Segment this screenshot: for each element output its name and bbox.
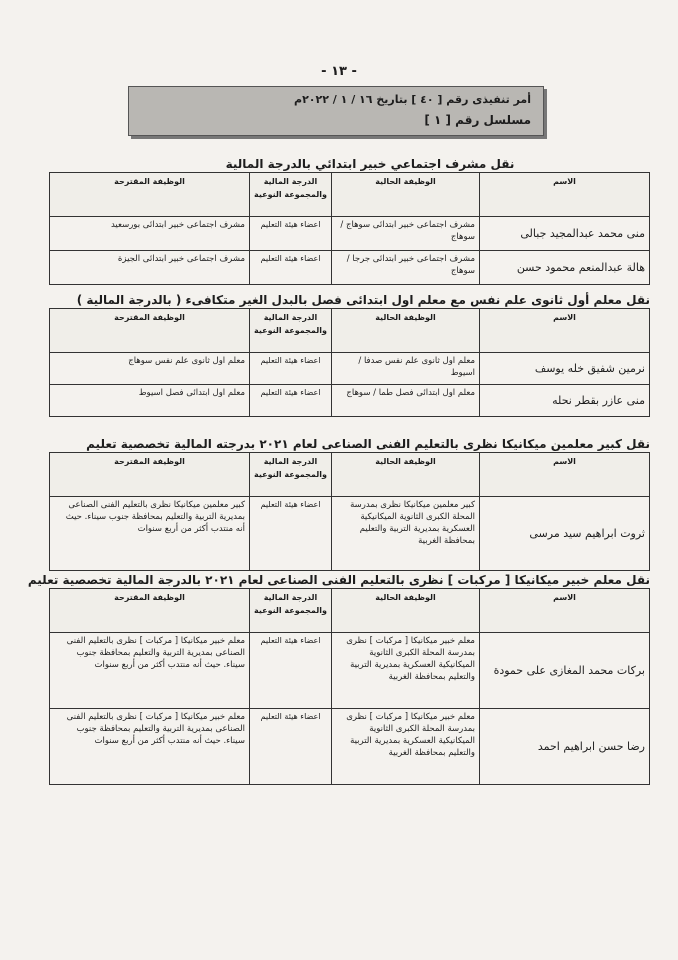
current-job: مشرف اجتماعى خبير ابتدائى سوهاج / سوهاج: [332, 217, 480, 251]
grade: اعضاء هيئة التعليم: [250, 497, 332, 571]
table-header-row: [50, 309, 650, 353]
employee-name: بركات محمد المغازى على حمودة: [480, 633, 650, 709]
proposed-job: معلم خبير ميكانيكا [ مركبات ] نظرى بالتعليم الفنى الصناعى بمديرية التربية والتعليم بمحافظة جنوب سيناء. حيث أنه منتدب أكثر من أربع سنوات: [50, 633, 250, 709]
header-name: الاسم: [480, 589, 650, 633]
header-grade: الدرجة المالية والمجموعة النوعية: [250, 453, 332, 497]
current-job: مشرف اجتماعى خبير ابتدائى جرجا / سوهاج: [332, 251, 480, 285]
header-current-job: الوظيفة الحالية: [332, 589, 480, 633]
header-proposed-job: الوظيفة المقترحة: [50, 589, 250, 633]
proposed-job: مشرف اجتماعى خبير ابتدائى الجيزة: [50, 251, 250, 285]
transfer-table: [49, 452, 650, 571]
current-job: معلم اول ابتدائى فصل طما / سوهاج: [332, 385, 480, 417]
section-title: نقل معلم خبير ميكانيكا [ مركبات ] نظرى بالتعليم الفنى الصناعى لعام ٢٠٢١ بالدرجة المالية تخصصية تعليم: [27, 573, 650, 587]
current-job: معلم خبير ميكانيكا [ مركبات ] نظرى بمدرسة المحلة الكبرى الثانوية الميكانيكية العسكرية بمديرية التربية والتعليم بمحافظة الغربية: [332, 709, 480, 785]
header-current-job: الوظيفة الحالية: [332, 309, 480, 353]
header-name: الاسم: [480, 453, 650, 497]
current-job: كبير معلمين ميكانيكا نظرى بمدرسة المحلة الكبرى الثانوية الميكانيكية العسكرية بمديرية التربية والتعليم بمحافظة الغربية: [332, 497, 480, 571]
section-1: [50, 156, 650, 285]
grade: اعضاء هيئة التعليم: [250, 251, 332, 285]
grade: اعضاء هيئة التعليم: [250, 709, 332, 785]
proposed-job: معلم خبير ميكانيكا [ مركبات ] نظرى بالتعليم الفنى الصناعى بمديرية التربية والتعليم بمحافظة جنوب سيناء. حيث أنه منتدب أكثر من أربع سنوات: [50, 709, 250, 785]
grade: اعضاء هيئة التعليم: [250, 633, 332, 709]
transfer-table: [49, 308, 650, 417]
employee-name: ثروت ابراهيم سيد مرسى: [480, 497, 650, 571]
grade: اعضاء هيئة التعليم: [250, 385, 332, 417]
table-row: [50, 353, 650, 385]
header-grade: الدرجة المالية والمجموعة النوعية: [250, 589, 332, 633]
employee-name: رضا حسن ابراهيم احمد: [480, 709, 650, 785]
serial-line: مسلسل رقم [ ١ ]: [424, 113, 531, 127]
section-3: [50, 436, 650, 571]
header-current-job: الوظيفة الحالية: [332, 453, 480, 497]
current-job: معلم اول ثانوى علم نفس صدفا / اسيوط: [332, 353, 480, 385]
table-header-row: [50, 173, 650, 217]
header-current-job: الوظيفة الحالية: [332, 173, 480, 217]
header-grade: الدرجة المالية والمجموعة النوعية: [250, 309, 332, 353]
header-grade: الدرجة المالية والمجموعة النوعية: [250, 173, 332, 217]
table-row: [50, 633, 650, 709]
grade: اعضاء هيئة التعليم: [250, 217, 332, 251]
employee-name: منى محمد عبدالمجيد جبالى: [480, 217, 650, 251]
employee-name: نرمين شفيق خله يوسف: [480, 353, 650, 385]
table-row: [50, 709, 650, 785]
table-row: [50, 385, 650, 417]
header-proposed-job: الوظيفة المقترحة: [50, 453, 250, 497]
decree-header: [128, 86, 544, 136]
section-title: نقل معلم أول ثانوى علم نفس مع معلم اول ابتدائى فصل بالبدل الغير متكافىء ( بالدرجة المالية ): [76, 293, 650, 307]
employee-name: هالة عبدالمنعم محمود حسن: [480, 251, 650, 285]
section-4: [27, 572, 650, 785]
employee-name: منى عازر بقطر نحله: [480, 385, 650, 417]
table-row: [50, 497, 650, 571]
section-2: [50, 292, 650, 417]
proposed-job: كبير معلمين ميكانيكا نظرى بالتعليم الفنى الصناعى بمديرية التربية والتعليم بمحافظة جنوب سيناء. حيث أنه منتدب أكثر من أربع سنوات: [50, 497, 250, 571]
proposed-job: معلم اول ابتدائى فصل اسيوط: [50, 385, 250, 417]
current-job: معلم خبير ميكانيكا [ مركبات ] نظرى بمدرسة المحلة الكبرى الثانوية الميكانيكية العسكرية بمديرية التربية والتعليم بمحافظة الغربية: [332, 633, 480, 709]
table-header-row: [50, 453, 650, 497]
transfer-table: [49, 172, 650, 285]
header-name: الاسم: [480, 173, 650, 217]
section-title: نقل كبير معلمين ميكانيكا نظرى بالتعليم الفنى الصناعى لعام ٢٠٢١ بدرجته المالية تخصصية تعليم: [86, 437, 650, 451]
proposed-job: مشرف اجتماعى خبير ابتدائى بورسعيد: [50, 217, 250, 251]
header-proposed-job: الوظيفة المقترحة: [50, 309, 250, 353]
header-name: الاسم: [480, 309, 650, 353]
grade: اعضاء هيئة التعليم: [250, 353, 332, 385]
section-title: نقل مشرف اجتماعي خبير ابتدائي بالدرجة المالية: [225, 157, 515, 171]
transfer-table: [49, 588, 650, 785]
order-line: أمر تنفيذى رقم [ ٤٠ ] بتاريخ ١٦ / ١ / ٢٠٢٢م: [294, 93, 531, 106]
header-proposed-job: الوظيفة المقترحة: [50, 173, 250, 217]
proposed-job: معلم اول ثانوى علم نفس سوهاج: [50, 353, 250, 385]
table-header-row: [50, 589, 650, 633]
page-number: - ١٣ -: [321, 64, 357, 79]
table-row: [50, 217, 650, 251]
table-row: [50, 251, 650, 285]
